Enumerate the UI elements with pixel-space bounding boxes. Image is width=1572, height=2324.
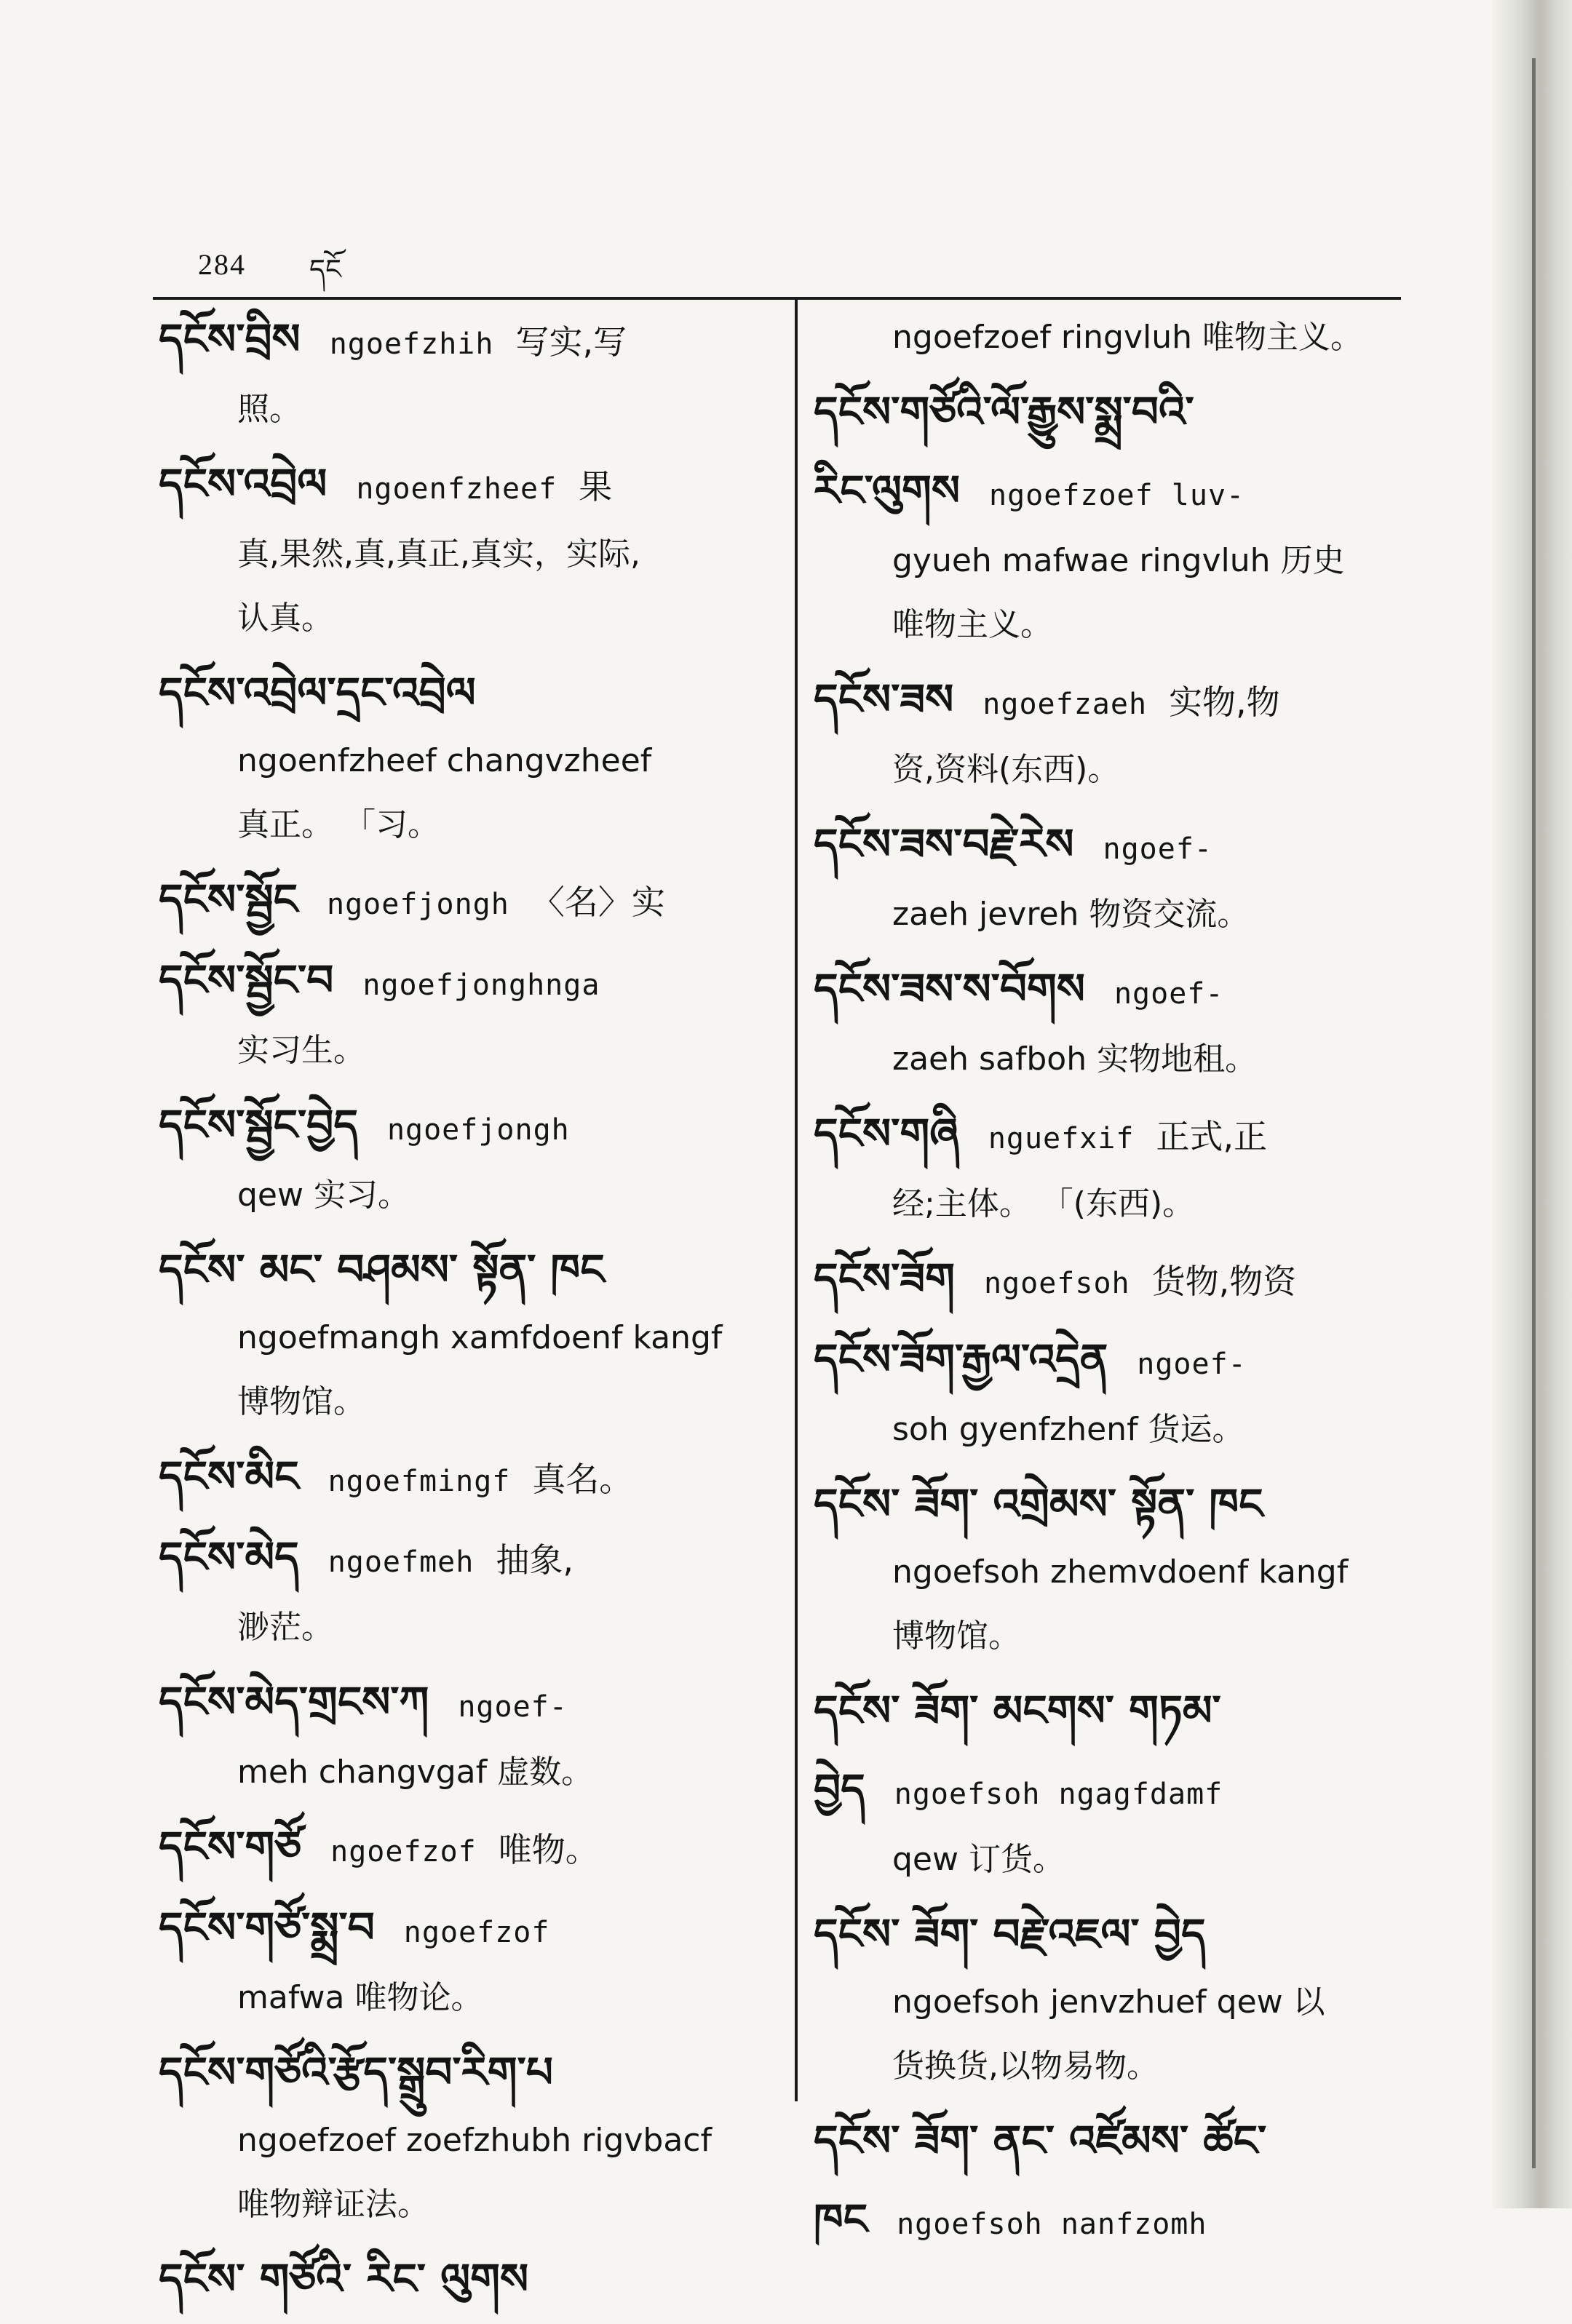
romanization: ngoefjongh <box>327 888 509 921</box>
dictionary-entry <box>159 1668 763 1804</box>
tibetan-headword: དངོས་མེད་གྲངས་ཀ <box>159 1677 429 1727</box>
entry-headline <box>814 1677 1418 1747</box>
entry-headline <box>814 1326 1418 1398</box>
dictionary-entry <box>159 1091 763 1227</box>
entry-continuation: ngoefsoh zhemvdoenf kangf <box>892 1553 1349 1591</box>
entry-headline <box>159 866 763 938</box>
dictionary-entry <box>814 955 1418 1091</box>
tibetan-headword: དངོས་ ཟོག་ འགྲེམས་ སྟོན་ ཁང <box>814 1479 1263 1529</box>
dictionary-entry <box>159 1894 763 2030</box>
dictionary-entry <box>159 1236 763 1434</box>
entry-headline <box>159 306 763 378</box>
entry-continuation: qew 订货。 <box>892 1841 1065 1878</box>
entry-continuation: 经;主体。 「(东西)。 <box>892 1185 1195 1222</box>
romanization: ngoef- <box>458 1690 568 1724</box>
entry-continuation: 真正。 「习。 <box>237 806 440 843</box>
entry-headline <box>814 457 1418 529</box>
dictionary-entry <box>814 457 1418 657</box>
entry-continuation: ngoefzoef ringvluh 唯物主义。 <box>892 319 1363 356</box>
entry-continuation: ngoefmangh xamfdoenf kangf <box>237 1319 723 1356</box>
dictionary-entry <box>814 1901 1418 2098</box>
tibetan-headword: དངོས་འབྲེལ <box>159 459 328 509</box>
chinese-definition: 抽象, <box>496 1540 573 1580</box>
entry-headline <box>159 1091 763 1163</box>
tibetan-headword: དངོས་གཙོའི་རྩོད་སྒྲུབ་རིག་པ <box>159 2048 553 2097</box>
entry-headline <box>814 666 1418 738</box>
entry-headline <box>159 2245 763 2315</box>
entry-continuation: mafwa 唯物论。 <box>237 1979 483 2016</box>
entry-headline <box>814 1901 1418 1970</box>
romanization: ngoefmingf <box>328 1465 511 1498</box>
entry-continuation: 博物馆。 <box>892 1617 1020 1655</box>
dictionary-entry <box>814 1471 1418 1668</box>
tibetan-headword: དངོས་སྦྱོང་བྱེད <box>159 1100 358 1150</box>
tibetan-headword: དངོས་གཙོའི་ལོ་རྒྱུས་སྨྲ་བའི་ <box>814 387 1194 437</box>
tibetan-headword: བྱེད <box>814 1764 865 1814</box>
tibetan-headword: དངོས་བྲིས <box>159 314 301 364</box>
chinese-definition: 实物,物 <box>1169 683 1280 722</box>
dictionary-entry <box>159 2245 763 2315</box>
tibetan-headword: དངོས་མེད <box>159 1532 299 1582</box>
entry-continuation: 认真。 <box>237 600 333 637</box>
tibetan-headword: དངོས་མིང <box>159 1452 299 1501</box>
dictionary-entry <box>814 378 1418 448</box>
entry-continuation: 唯物辩证法。 <box>237 2186 429 2223</box>
entry-continuation: zaeh jevreh 物资交流。 <box>892 896 1250 933</box>
tibetan-headword: དངོས་གཙོ <box>159 1822 302 1871</box>
chinese-definition: 唯物。 <box>498 1830 599 1869</box>
romanization: ngoefmeh <box>328 1545 475 1579</box>
entry-headline <box>159 1524 763 1596</box>
entry-continuation: ngoefsoh jenvzhuef qew 以 <box>892 1983 1325 2021</box>
dictionary-entry <box>814 1245 1418 1317</box>
tibetan-headword: དངོས་གཙོ་སྨྲ་བ <box>159 1903 375 1952</box>
chinese-definition: 〈名〉实 <box>531 883 665 922</box>
left-column <box>159 306 763 2324</box>
tibetan-headword: དངོས་ ཟོག་ མངགས་ གཏམ་ <box>814 1686 1221 1735</box>
tibetan-headword: དངོས་ཟོག <box>814 1254 955 1303</box>
dictionary-entry <box>159 1443 763 1515</box>
entry-continuation: 照。 <box>237 391 301 428</box>
entry-headline <box>159 450 763 522</box>
entry-headline <box>159 659 763 729</box>
tibetan-headword: དངོས་ ཟོག་ བརྗེ་འཇལ་ བྱེད <box>814 1909 1206 1959</box>
romanization: ngoefsoh ngagfdamf <box>894 1778 1223 1811</box>
romanization: ngoef- <box>1137 1348 1247 1381</box>
tibetan-headword: དངོས་སྦྱོང <box>159 875 298 924</box>
tibetan-headword: དངོས་གཞི <box>814 1109 959 1158</box>
dictionary-entry <box>814 1100 1418 1236</box>
entry-continuation: 真,果然,真,真正,真实，实际, <box>237 536 640 573</box>
header-rule <box>153 297 1401 300</box>
entry-headline <box>814 1471 1418 1540</box>
dictionary-entry <box>159 947 763 1083</box>
dictionary-entry <box>814 666 1418 802</box>
romanization: ngoefzhih <box>329 327 494 361</box>
right-column <box>814 306 1418 2267</box>
dictionary-entry <box>814 1677 1418 1747</box>
romanization: ngoefzof <box>330 1835 477 1869</box>
entry-headline <box>814 955 1418 1027</box>
tibetan-headword: དངོས་ ཟོག་ ནང་ འཛོམས་ ཚོང་ <box>814 2116 1267 2165</box>
romanization: nguefxif <box>988 1122 1135 1155</box>
dictionary-entry <box>159 866 763 938</box>
tibetan-headword: དངོས་ཟས་བརྗེ་རེས <box>814 819 1074 869</box>
entry-headline <box>159 1894 763 1966</box>
tibetan-headword: ཁང <box>814 2194 868 2244</box>
entry-headline <box>814 2186 1418 2258</box>
dictionary-entry <box>159 1524 763 1660</box>
entry-headline <box>159 2039 763 2109</box>
tibetan-headword: དངོས་ མང་ བཤམས་ སྟོན་ ཁང <box>159 1245 605 1294</box>
romanization: ngoef- <box>1103 832 1213 866</box>
entry-continuation: gyueh mafwae ringvluh 历史 <box>892 542 1345 579</box>
entry-continuation: zaeh safboh 实物地租。 <box>892 1040 1258 1078</box>
romanization: ngoefjonghnga <box>362 968 600 1002</box>
dictionary-entry <box>814 811 1418 947</box>
entry-headline <box>814 378 1418 448</box>
romanization: ngoenfzheef <box>356 472 557 506</box>
dictionary-entry <box>159 450 763 650</box>
dictionary-entry <box>814 306 1418 370</box>
entry-continuation: 博物馆。 <box>237 1383 365 1420</box>
dictionary-entry <box>159 2039 763 2237</box>
tibetan-headword: དངོས་འབྲེལ་དྲང་འབྲེལ <box>159 668 476 717</box>
entry-continuation: soh gyenfzhenf 货运。 <box>892 1411 1244 1448</box>
entry-headline <box>814 811 1418 883</box>
dictionary-entry <box>814 1756 1418 1892</box>
romanization: ngoefzof <box>403 1916 550 1949</box>
dictionary-entry <box>159 659 763 857</box>
running-head: དངོ <box>309 253 341 285</box>
page-number: 284 <box>198 248 246 281</box>
tibetan-headword: དངོས་ཟས་ས་བོགས <box>814 964 1085 1014</box>
dictionary-entry <box>814 1326 1418 1462</box>
tibetan-headword: དངོས་ཟས <box>814 674 954 724</box>
tibetan-headword: རིང་ལུགས <box>814 466 960 515</box>
entry-continuation: 唯物主义。 <box>892 606 1052 643</box>
entry-headline <box>814 1245 1418 1317</box>
chinese-definition: 真名。 <box>532 1460 633 1499</box>
chinese-definition: 正式,正 <box>1156 1117 1268 1156</box>
tibetan-headword: དངོས་སྦྱོང་བ <box>159 955 334 1005</box>
entry-continuation: 货换货,以物易物。 <box>892 2048 1159 2085</box>
entry-continuation: qew 实习。 <box>237 1177 410 1214</box>
tibetan-headword: དངོས་ གཙོའི་ རིང་ ལུགས <box>159 2254 529 2304</box>
entry-headline <box>814 2107 1418 2177</box>
entry-headline <box>159 1668 763 1740</box>
chinese-definition: 果 <box>579 467 613 506</box>
dictionary-entry <box>159 306 763 442</box>
romanization: ngoefsoh <box>983 1267 1130 1300</box>
entry-continuation: 渺茫。 <box>237 1609 333 1646</box>
chinese-definition: 货物,物资 <box>1151 1262 1297 1301</box>
entry-continuation: 资,资料(东西)。 <box>892 751 1120 788</box>
romanization: ngoefsoh nanfzomh <box>897 2208 1207 2241</box>
dictionary-entry <box>814 2107 1418 2177</box>
romanization: ngoefzaeh <box>982 688 1148 721</box>
entry-continuation: meh changvgaf 虚数。 <box>237 1754 594 1791</box>
romanization: ngoefzoef luv- <box>988 479 1245 512</box>
entry-headline <box>159 1443 763 1515</box>
entry-headline <box>159 947 763 1019</box>
dictionary-entry <box>159 1813 763 1885</box>
tibetan-headword: དངོས་ཟོག་རྒྱལ་འདྲེན <box>814 1334 1108 1384</box>
entry-headline <box>814 1756 1418 1828</box>
column-divider <box>795 297 798 2101</box>
entry-continuation: ngoefzoef zoefzhubh rigvbacf <box>237 2122 712 2159</box>
romanization: ngoefjongh <box>386 1113 570 1147</box>
binding-line <box>1532 58 1536 2168</box>
entry-continuation: ngoenfzheef changvzheef <box>237 742 652 779</box>
romanization: ngoef- <box>1114 977 1224 1011</box>
entry-headline <box>814 1100 1418 1172</box>
entry-continuation: 实习生。 <box>237 1032 365 1069</box>
entry-headline <box>159 1813 763 1885</box>
entry-headline <box>159 1236 763 1306</box>
chinese-definition: 写实,写 <box>515 322 627 362</box>
dictionary-entry <box>814 2186 1418 2258</box>
